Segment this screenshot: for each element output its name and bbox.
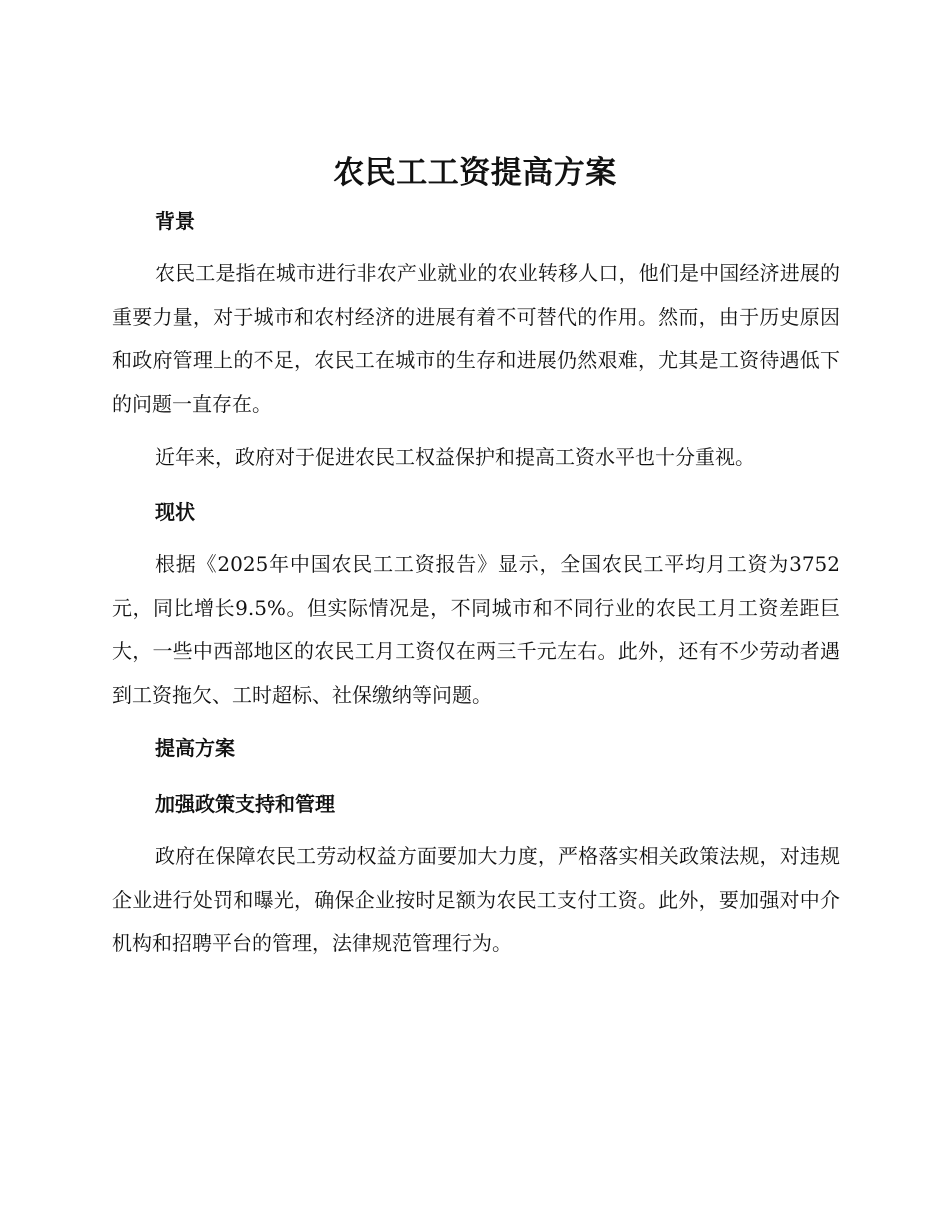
paragraph-plan-1: 政府在保障农民工劳动权益方面要加大力度，严格落实相关政策法规，对违规企业进行处罚和曝光，确保企业按时足额为农民工支付工资。此外，要加强对中介机构和招聘平台的管理，法律规范管理行为。 [112,844,840,955]
document-title: 农民工工资提高方案 [333,155,617,191]
heading-plan-policy: 加强政策支持和管理 [155,792,335,816]
paragraph-background-1: 农民工是指在城市进行非农产业就业的农业转移人口，他们是中国经济进展的重要力量，对于城市和农村经济的进展有着不可替代的作用。然而，由于历史原因和政府管理上的不足，农民工在城市的生存和进展仍然艰难，尤其是工资待遇低下的问题一直存在。 [112,261,840,416]
paragraph-status-1: 根据《2025年中国农民工工资报告》显示，全国农民工平均月工资为3752元，同比增长9.5%。但实际情况是，不同城市和不同行业的农民工月工资差距巨大，一些中西部地区的农民工月工资仅在两三千元左右。此外，还有不少劳动者遇到工资拖欠、工时超标、社保缴纳等问题。 [112,552,840,707]
heading-background: 背景 [155,209,195,233]
heading-plan: 提高方案 [155,736,235,760]
paragraph-background-2: 近年来，政府对于促进农民工权益保护和提高工资水平也十分重视。 [155,445,755,469]
heading-status: 现状 [155,500,195,524]
